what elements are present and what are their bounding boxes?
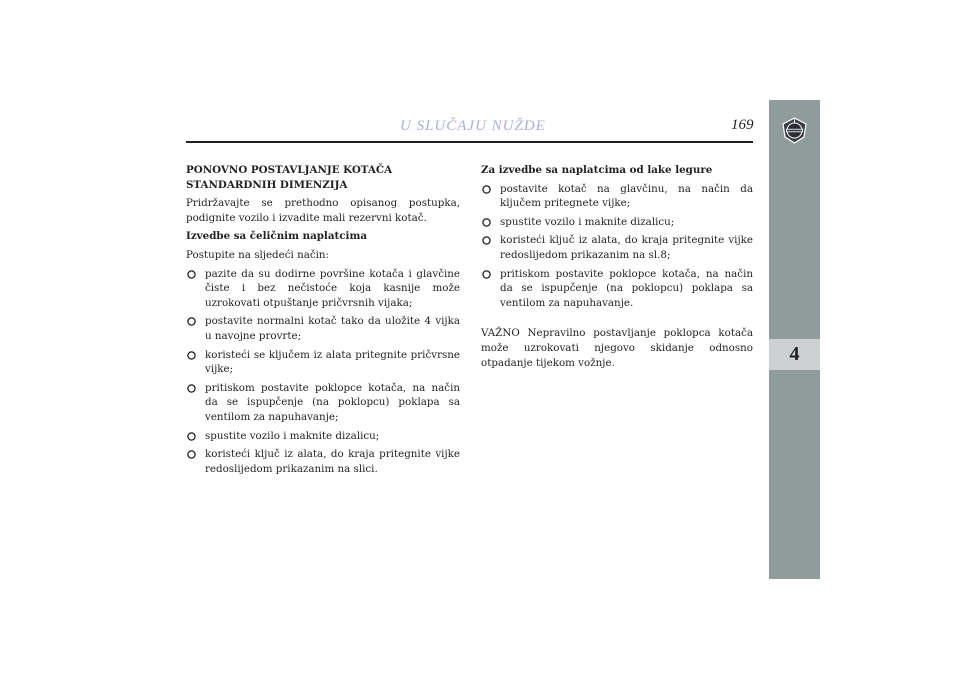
list-item: [481, 267, 753, 311]
bullet-circle-icon: [187, 317, 196, 326]
steel-rims-steps-list: [186, 267, 460, 477]
header-rule: [186, 141, 753, 143]
bullet-circle-icon: [187, 450, 196, 459]
page-number: 169: [731, 117, 754, 133]
section-heading: PONOVNO POSTAVLJANJE KOTAČA STANDARDNIH DIMENZIJA: [186, 164, 393, 191]
bullet-circle-icon: [187, 384, 196, 393]
list-item: [481, 182, 753, 211]
list-item-text: spustite vozilo i maknite dizalicu;: [500, 215, 675, 228]
list-item: [186, 348, 460, 377]
bullet-circle-icon: [482, 218, 491, 227]
list-item-text: spustite vozilo i maknite dizalicu;: [205, 429, 380, 442]
bullet-circle-icon: [187, 432, 196, 441]
list-item-text: pazite da su dodirne površine kotača i glavčine čiste i bez nečistoće koja kasnije može uzrokovati otpuštanje pričvrsnih vijaka;: [205, 267, 460, 309]
important-note: VAŽNO Nepravilno postavljanje poklopca kotača može uzrokovati njegovo skidanje odnosno otpadanje tijekom vožnje.: [481, 327, 753, 369]
steel-rims-subheading: Izvedbe sa čeličnim naplatcima: [186, 230, 368, 243]
right-column: [481, 163, 753, 374]
bullet-circle-icon: [482, 270, 491, 279]
chapter-number-box: 4: [769, 339, 820, 370]
list-item: [186, 314, 460, 343]
list-item-text: koristeći ključ iz alata, do kraja pritegnite vijke redoslijedom prikazanim na slici.: [205, 448, 460, 475]
list-item-text: koristeći se ključem iz alata pritegnite pričvrsne vijke;: [205, 348, 460, 376]
bullet-circle-icon: [482, 185, 491, 194]
intro-paragraph: Pridržavajte se prethodno opisanog postupka, podignite vozilo i izvadite mali rezervni kotač.: [186, 197, 460, 224]
list-item: [186, 267, 460, 311]
lead-paragraph: Postupite na sljedeći način:: [186, 248, 330, 261]
list-item: [186, 429, 460, 444]
list-item: [481, 215, 753, 230]
list-item: [481, 233, 753, 262]
list-item-text: pritiskom postavite poklopce kotača, na način da se ispupčenje (na poklopcu) poklapa sa ventilom za napuhavanje.: [500, 267, 753, 309]
left-column: [186, 163, 460, 480]
alloy-rims-subheading: Za izvedbe sa naplatcima od lake legure: [481, 164, 713, 176]
list-item: [186, 447, 460, 476]
list-item-text: pritiskom postavite poklopce kotača, na način da se ispupčenje (na poklopcu) poklapa sa ventilom za napuhavanje;: [205, 381, 460, 423]
list-item-text: postavite normalni kotač tako da uložite 4 vijka u navojne provrte;: [205, 315, 460, 342]
bullet-circle-icon: [187, 270, 196, 279]
list-item: [186, 381, 460, 425]
list-item-text: koristeći ključ iz alata, do kraja pritegnite vijke redoslijedom prikazanim na sl.8;: [500, 234, 753, 261]
bullet-circle-icon: [482, 236, 491, 245]
bullet-circle-icon: [187, 351, 196, 360]
page-header-title: U SLUČAJU NUŽDE: [400, 118, 546, 134]
lancia-logo-icon: [781, 117, 808, 144]
alloy-rims-steps-list: [481, 182, 753, 311]
list-item-text: postavite kotač na glavčinu, na način da ključem pritegnete vijke;: [500, 182, 753, 210]
